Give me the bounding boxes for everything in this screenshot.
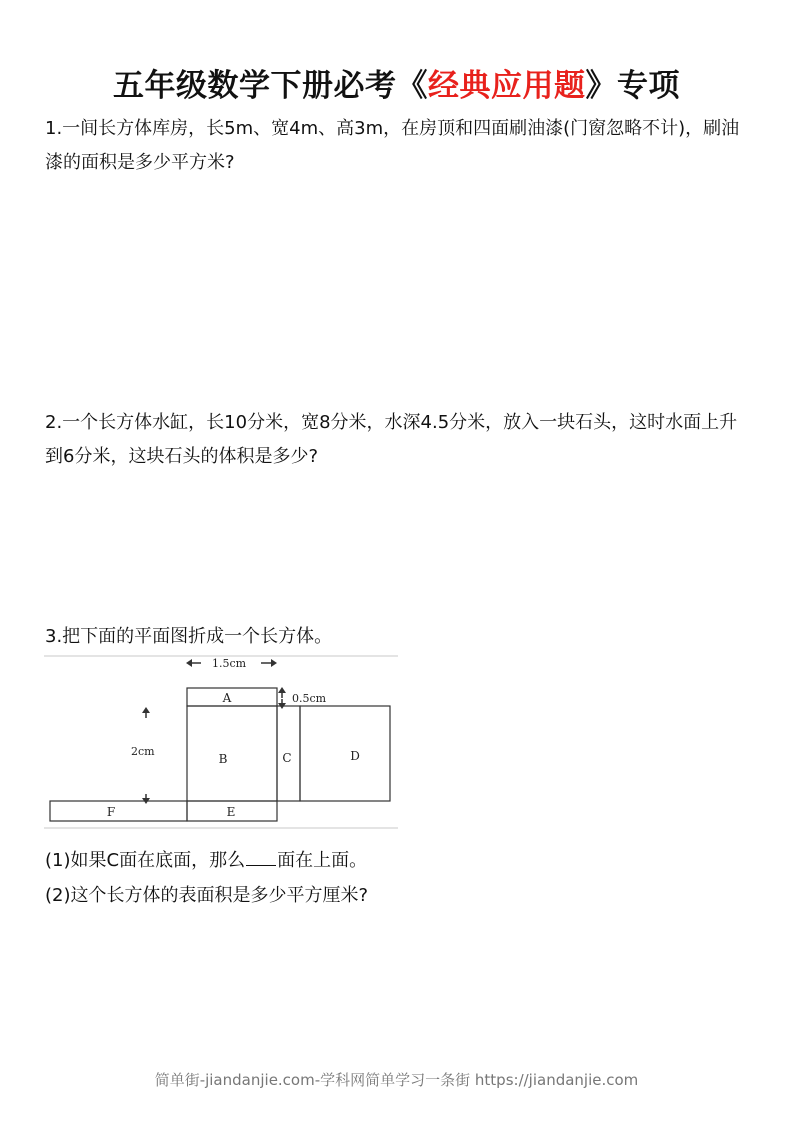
depth-arrow-up bbox=[278, 687, 286, 698]
page-title bbox=[0, 60, 793, 105]
face-b bbox=[187, 706, 277, 801]
face-d-label: D bbox=[350, 749, 360, 763]
face-c-label: C bbox=[282, 751, 292, 765]
subquestion-2: (2)这个长方体的表面积是多少平方厘米? bbox=[45, 885, 369, 906]
answer-blank bbox=[246, 847, 276, 866]
face-a bbox=[187, 688, 277, 706]
depth-arrow-down bbox=[278, 699, 286, 709]
question-3: 3.把下面的平面图折成一个长方体。 bbox=[45, 626, 333, 647]
face-f-label: F bbox=[106, 805, 116, 819]
title-suffix: 》专项 bbox=[585, 68, 680, 104]
face-b-label: B bbox=[218, 752, 228, 766]
face-e-label: E bbox=[226, 805, 236, 819]
depth-label: 0.5cm bbox=[292, 692, 327, 705]
title-prefix: 五年级数学下册必考《 bbox=[113, 68, 428, 104]
height-label: 2cm bbox=[131, 745, 155, 758]
question-1: 1.一间长方体库房，长5m、宽4m、高3m，在房顶和四面刷油漆(门窗忽略不计)，刷油漆的面积是多少平方米? bbox=[45, 118, 740, 173]
subquestion-1 bbox=[45, 844, 755, 878]
footer-watermark: 简单街-jiandanjie.com-学科网简单学习一条街 https://jiandanjie.com bbox=[154, 1071, 639, 1089]
subquestion-1-before: (1)如果C面在底面，那么 bbox=[45, 850, 246, 871]
height-arrow-down bbox=[142, 794, 150, 804]
width-arrow-right bbox=[261, 659, 277, 667]
height-arrow-up bbox=[142, 707, 150, 718]
face-f bbox=[50, 801, 187, 821]
width-label: 1.5cm bbox=[211, 657, 247, 670]
cuboid-net-diagram bbox=[44, 654, 398, 830]
title-highlight: 经典应用题 bbox=[428, 68, 586, 104]
face-a-label: A bbox=[222, 691, 232, 705]
subquestion-1-after: 面在上面。 bbox=[277, 850, 368, 871]
width-arrow-left bbox=[186, 659, 201, 667]
face-d bbox=[300, 706, 390, 801]
question-2: 2.一个长方体水缸，长10分米，宽8分米，水深4.5分米，放入一块石头，这时水面上升到6分米，这块石头的体积是多少? bbox=[45, 412, 738, 467]
